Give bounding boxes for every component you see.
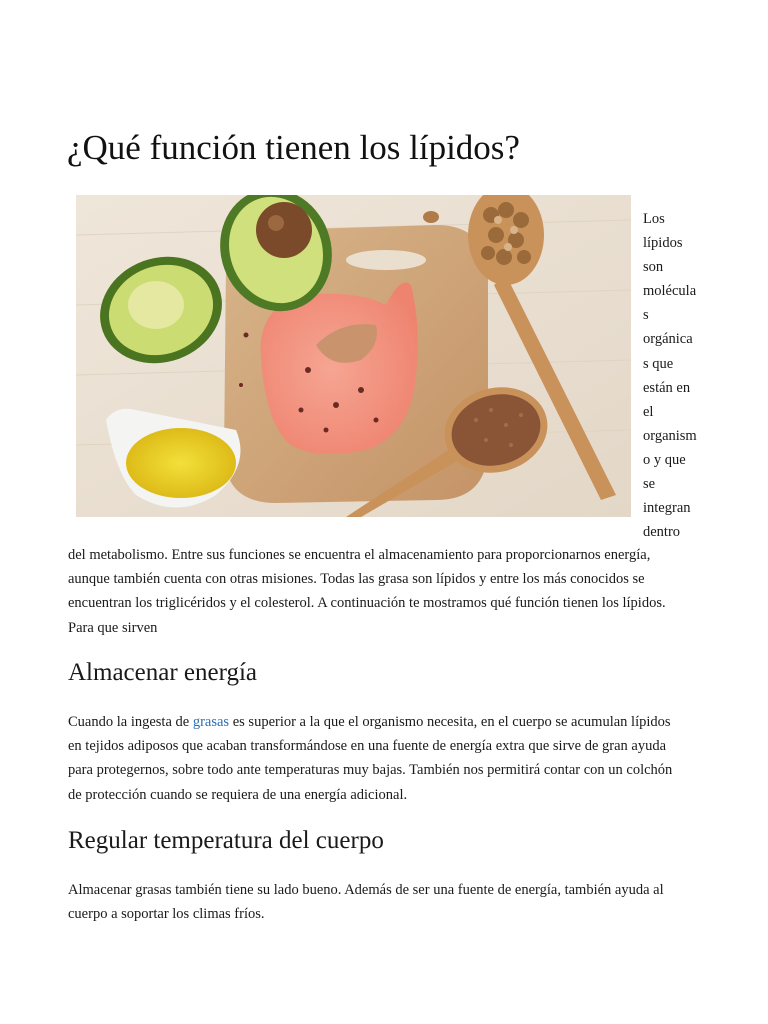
temperature-paragraph <box>68 878 708 926</box>
intro-side-line: s que <box>643 355 674 372</box>
energy-paragraph <box>68 710 708 807</box>
intro-side-line: molécula <box>643 283 697 300</box>
temperature-line: Almacenar grasas también tiene su lado bueno. Además de ser una fuente de energía, también ayuda al <box>68 882 664 898</box>
intro-line: encuentran los triglicéridos y el colesterol. A continuación te mostramos qué función tienen los lípidos. <box>68 595 666 612</box>
intro-side-line: o y que <box>643 451 686 468</box>
intro-side-line: orgánica <box>643 331 693 348</box>
energy-line-text: Cuando la ingesta de <box>68 714 193 730</box>
energy-line <box>68 710 708 734</box>
intro-line: del metabolismo. Entre sus funciones se encuentra el almacenamiento para proporcionarnos energía, <box>68 547 651 563</box>
intro-side-text <box>643 207 703 544</box>
intro-side-line: el <box>643 403 654 420</box>
intro-side-line: organism <box>643 427 697 444</box>
energy-line: en tejidos adiposos que acaban transformándose en una fuente de energía extra que sirve de gran ayuda <box>68 738 667 755</box>
intro-line: aunque también cuenta con otras misiones. Todas las grasa son lípidos y entre los más conocidos se <box>68 571 645 588</box>
intro-side-line: integran <box>643 500 691 517</box>
intro-side-line: son <box>643 259 664 276</box>
section-heading-energy: Almacenar energía <box>68 659 258 686</box>
energy-line: de protección cuando se requiera de una energía adicional. <box>68 786 408 803</box>
intro-side-line: se <box>643 476 656 493</box>
intro-side-line: s <box>643 307 649 324</box>
grasas-link[interactable]: grasas <box>192 714 230 730</box>
intro-side-line: lípidos <box>643 235 683 252</box>
intro-line: Para que sirven <box>68 619 158 636</box>
intro-side-line: dentro <box>643 524 681 541</box>
energy-line-text: es superior a la que el organismo necesita, en el cuerpo se acumulan lípidos <box>229 714 671 730</box>
section-heading-temperature: Regular temperatura del cuerpo <box>68 827 384 854</box>
temperature-line: cuerpo a soportar los climas fríos. <box>68 906 265 923</box>
intro-side-line: Los <box>643 211 665 227</box>
intro-paragraph <box>68 543 708 640</box>
energy-line: para protegernos, sobre todo ante temperaturas muy bajas. También nos permitirá contar con un colchón <box>68 762 673 779</box>
page-title: ¿Qué función tienen los lípidos? <box>67 128 520 167</box>
food-photo <box>76 195 631 517</box>
food-photo-lipids-icon <box>76 195 631 517</box>
intro-side-line: están en <box>643 379 691 396</box>
